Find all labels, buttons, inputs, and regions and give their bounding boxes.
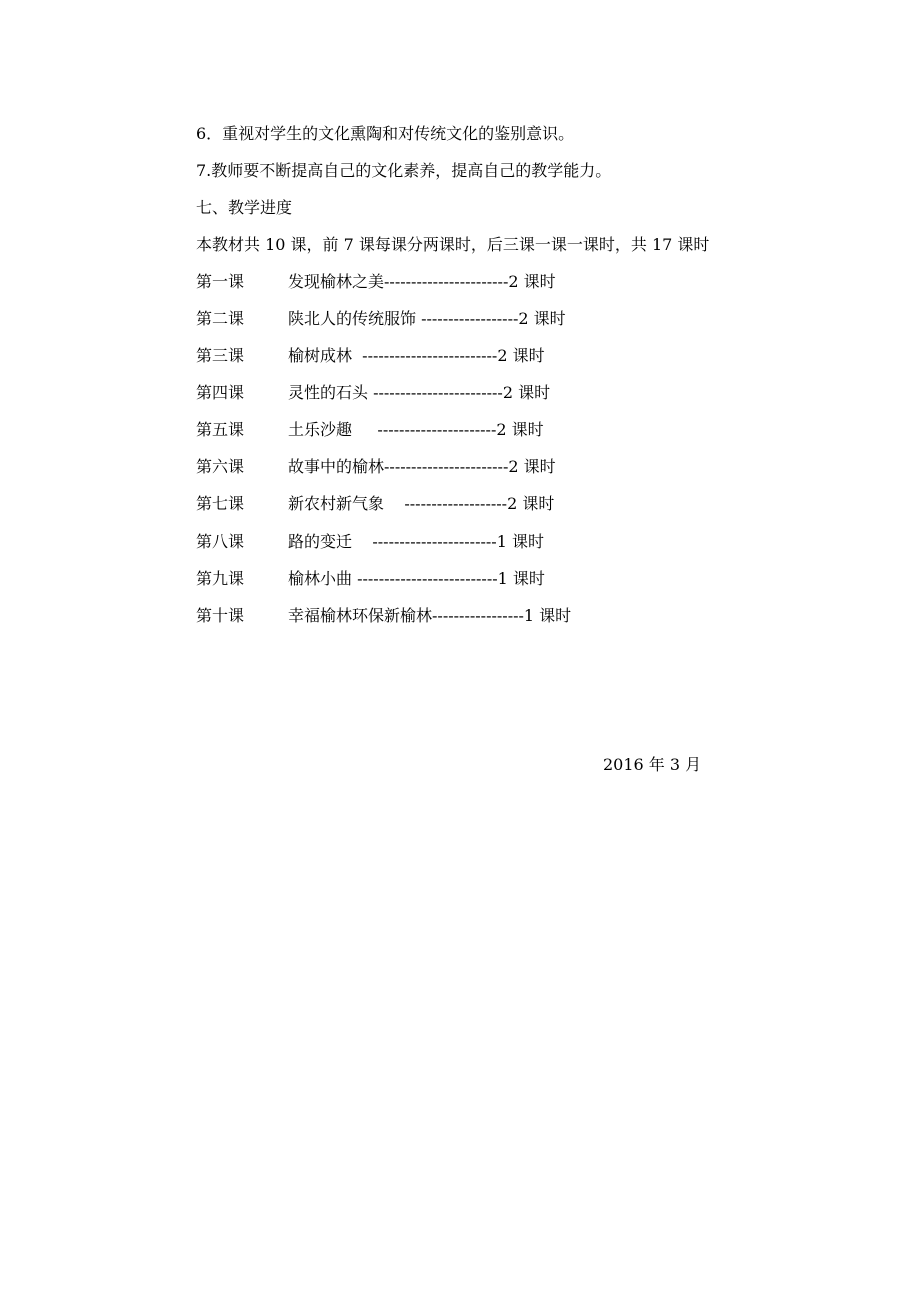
lesson-title-hours: 榆树成林 -------------------------2 课时 — [288, 346, 545, 365]
lesson-number: 第五课 — [196, 420, 245, 439]
lesson-title-hours: 土乐沙趣 ----------------------2 课时 — [288, 420, 544, 439]
lesson-row — [196, 606, 572, 626]
lesson-number: 第二课 — [196, 309, 245, 328]
lesson-number: 第一课 — [196, 272, 245, 291]
paragraph-item-6: 6．重视对学生的文化熏陶和对传统文化的鉴别意识。 — [196, 124, 575, 143]
lesson-title-hours: 榆林小曲 --------------------------1 课时 — [288, 569, 545, 588]
section-heading: 七、教学进度 — [196, 198, 293, 217]
lesson-number: 第八课 — [196, 532, 245, 551]
lesson-number: 第七课 — [196, 494, 245, 513]
lesson-row — [196, 569, 545, 589]
lesson-title-hours: 陕北人的传统服饰 ------------------2 课时 — [288, 309, 566, 328]
paragraph-item-7: 7.教师要不断提高自己的文化素养，提高自己的教学能力。 — [196, 161, 612, 180]
lesson-row — [196, 457, 556, 477]
lesson-number: 第三课 — [196, 346, 245, 365]
lesson-title-hours: 灵性的石头 ------------------------2 课时 — [288, 383, 551, 402]
lesson-title-hours: 发现榆林之美-----------------------2 课时 — [288, 272, 556, 291]
lesson-title-hours: 幸福榆林环保新榆林-----------------1 课时 — [288, 606, 572, 625]
lesson-row — [196, 383, 551, 403]
lesson-number: 第九课 — [196, 569, 245, 588]
lesson-row — [196, 532, 544, 552]
lesson-number: 第十课 — [196, 606, 245, 625]
lesson-row — [196, 494, 555, 514]
lesson-title-hours: 新农村新气象 -------------------2 课时 — [288, 494, 555, 513]
schedule-summary: 本教材共 10 课，前 7 课每课分两课时，后三课一课一课时，共 17 课时 — [196, 235, 710, 254]
lesson-title-hours: 路的变迁 -----------------------1 课时 — [288, 532, 544, 551]
document-date: 2016 年 3 月 — [603, 755, 702, 774]
lesson-row — [196, 420, 544, 440]
lesson-row — [196, 272, 556, 292]
lesson-row — [196, 309, 566, 329]
lesson-number: 第四课 — [196, 383, 245, 402]
lesson-number: 第六课 — [196, 457, 245, 476]
lesson-title-hours: 故事中的榆林-----------------------2 课时 — [288, 457, 556, 476]
lesson-row — [196, 346, 545, 366]
